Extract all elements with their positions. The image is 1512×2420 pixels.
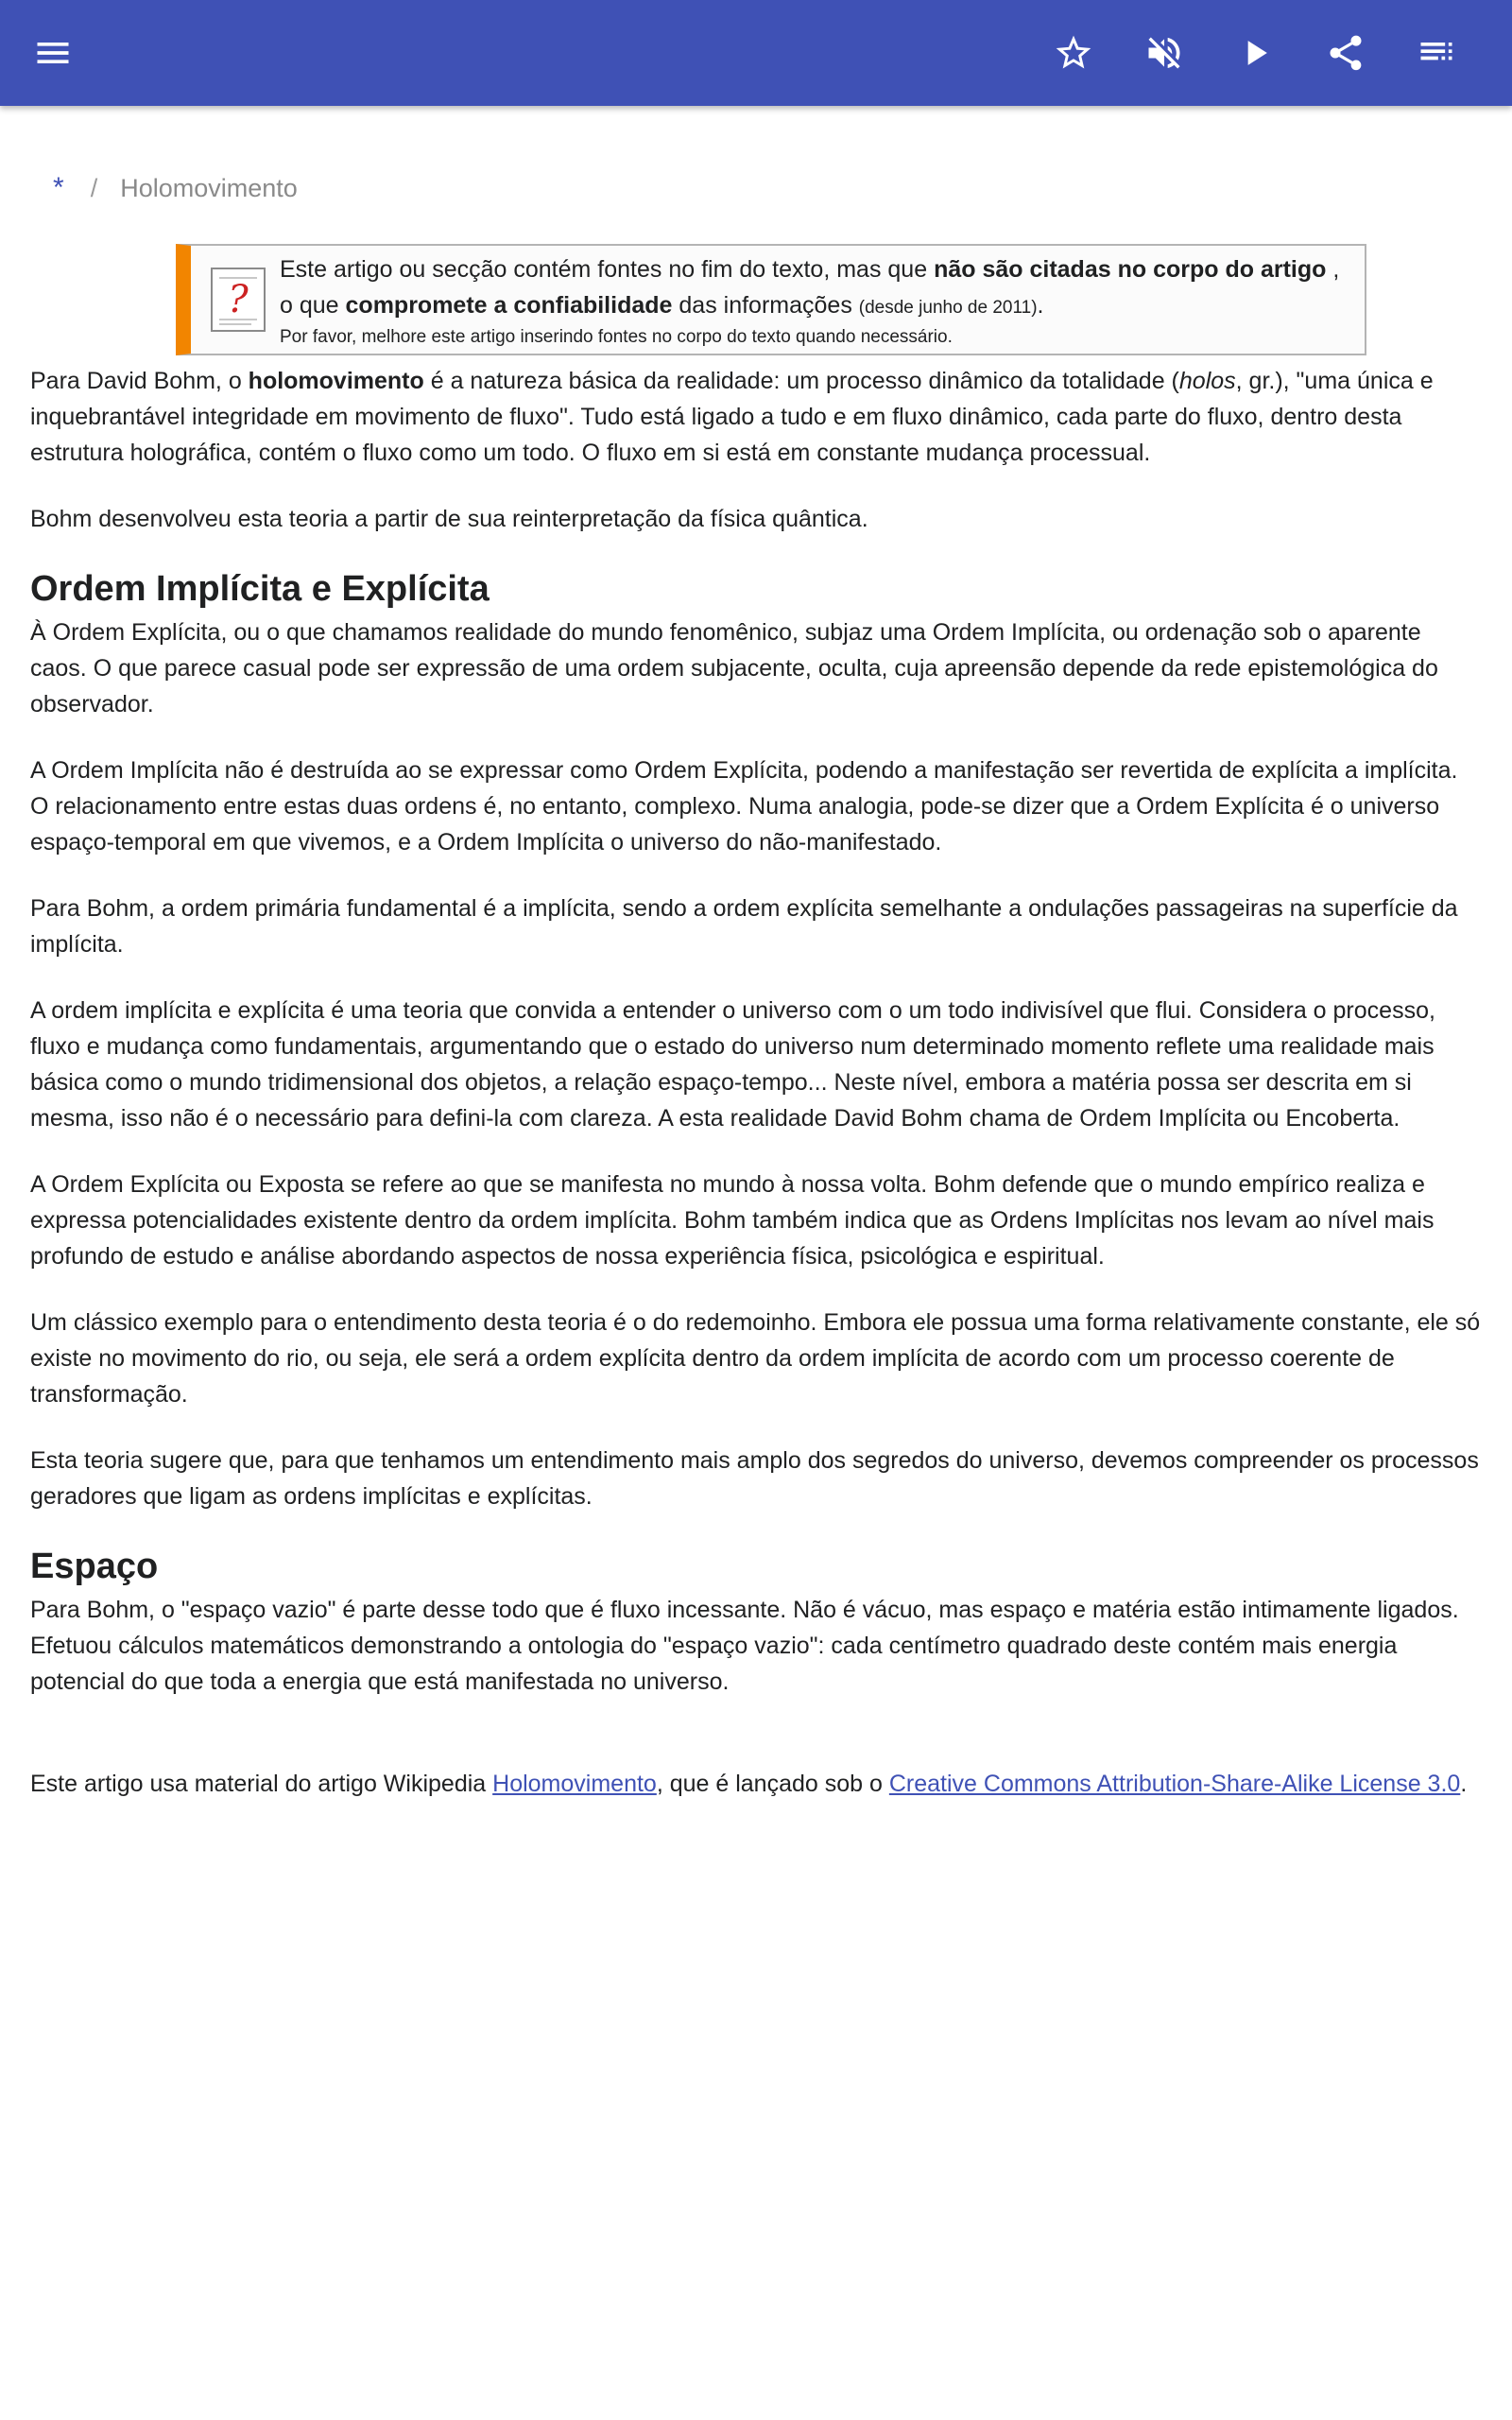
section-heading-espaco: Espaço bbox=[30, 1547, 159, 1586]
intro-text-3: , gr.), "uma única e inquebrantável integridade em movimento de fluxo". Tudo está ligado a tudo e em fluxo dinâmico, cada parte do fluxo, dentro desta estrutura holográfica, contém o fluxo como um todo. O fluxo em si está em constante mudança processual. bbox=[30, 368, 1434, 466]
notice-date: (desde junho de 2011) bbox=[858, 298, 1038, 318]
intro-text-2: é a natureza básica da realidade: um processo dinâmico da totalidade ( bbox=[430, 368, 1179, 394]
app-bar bbox=[0, 0, 1512, 106]
notice-line-2: Por favor, melhore este artigo inserindo fontes no corpo do texto quando necessário. bbox=[280, 327, 953, 347]
attribution-text-3: . bbox=[1460, 1771, 1468, 1797]
share-button[interactable] bbox=[1315, 23, 1376, 83]
attribution-paragraph bbox=[30, 1766, 1482, 1802]
breadcrumb-home[interactable]: * bbox=[53, 172, 64, 203]
paragraph: À Ordem Explícita, ou o que chamamos realidade do mundo fenomênico, subjaz uma Ordem Implícita, ou ordenação sob o aparente caos. O que parece casual pode ser expressão de uma ordem subjacente, oculta, cuja apreensão depende da rede epistemológica do observador. bbox=[30, 619, 1438, 717]
share-icon bbox=[1325, 32, 1366, 74]
svg-text:?: ? bbox=[228, 278, 249, 321]
notice-text-1: Este artigo ou secção contém fontes no fim do texto, mas que bbox=[280, 256, 928, 283]
paragraph: Para Bohm, a ordem primária fundamental é a implícita, sendo a ordem explícita semelhante a ondulações passageiras na superfície da implícita. bbox=[30, 895, 1458, 958]
volume-off-icon bbox=[1143, 32, 1185, 74]
play-icon bbox=[1234, 32, 1276, 74]
breadcrumb bbox=[53, 172, 298, 204]
paragraph: A Ordem Implícita não é destruída ao se expressar como Ordem Explícita, podendo a manifestação ser revertida de explícita a implícita. O relacionamento entre estas duas ordens é, no entanto, complexo. Numa analogia, pode-se dizer que a Ordem Explícita é o universo espaço-temporal em que vivemos, e a Ordem Implícita o universo do não-manifestado. bbox=[30, 757, 1458, 856]
notice-text bbox=[280, 251, 1357, 349]
contents-button[interactable] bbox=[1406, 23, 1467, 83]
favorite-button[interactable] bbox=[1043, 23, 1104, 83]
spacer bbox=[30, 1730, 1482, 1766]
paragraph: Um clássico exemplo para o entendimento desta teoria é o do redemoinho. Embora ele possua uma forma relativamente constante, ele só existe no movimento do rio, ou seja, ele será a ordem explícita dentro da ordem implícita de acordo com um processo coerente de transformação. bbox=[30, 1309, 1481, 1408]
question-document-icon bbox=[210, 267, 266, 333]
intro-paragraph bbox=[30, 363, 1482, 471]
menu-button[interactable] bbox=[23, 23, 83, 83]
notice-text-4: . bbox=[1037, 292, 1044, 319]
paragraph: A ordem implícita e explícita é uma teoria que convida a entender o universo com o um todo indivisível que flui. Considera o processo, fluxo e mudança como fundamentais, argumentando que o estado do universo num determinado momento reflete uma realidade mais básica como o mundo tridimensional dos objetos, a relação espaço-tempo... Neste nível, embora a matéria possa ser descrita em si mesma, isso não é o necessário para defini-la com clareza. A esta realidade David Bohm chama de Ordem Implícita ou Encoberta. bbox=[30, 997, 1435, 1132]
article-body bbox=[30, 363, 1482, 1832]
notice-text-2: , o que bbox=[280, 256, 1340, 319]
intro-bold-term: holomovimento bbox=[248, 368, 424, 394]
breadcrumb-current: Holomovimento bbox=[120, 173, 298, 202]
paragraph: Para Bohm, o "espaço vazio" é parte desse todo que é fluxo incessante. Não é vácuo, mas espaço e matéria estão intimamente ligados. Efetuou cálculos matemáticos demonstrando a ontologia do "espaço vazio": cada centímetro quadrado deste contém mais energia potencial do que toda a energia que está manifestada no universo. bbox=[30, 1597, 1459, 1695]
intro-text-1: Para David Bohm, o bbox=[30, 368, 242, 394]
citation-notice bbox=[176, 244, 1366, 355]
wikipedia-article-link[interactable]: Holomovimento bbox=[492, 1771, 657, 1797]
section-heading-ordem: Ordem Implícita e Explícita bbox=[30, 569, 490, 609]
play-button[interactable] bbox=[1225, 23, 1285, 83]
attribution-text-2: , que é lançado sob o bbox=[656, 1771, 883, 1797]
attribution-text-1: Este artigo usa material do artigo Wikipedia bbox=[30, 1771, 487, 1797]
breadcrumb-separator: / bbox=[90, 173, 98, 202]
playlist-icon bbox=[1416, 32, 1457, 74]
notice-bold-1: não são citadas no corpo do artigo bbox=[934, 256, 1327, 283]
paragraph: Bohm desenvolveu esta teoria a partir de sua reinterpretação da física quântica. bbox=[30, 506, 868, 532]
license-link[interactable]: Creative Commons Attribution-Share-Alike License 3.0 bbox=[888, 1771, 1461, 1797]
menu-icon bbox=[32, 32, 74, 74]
notice-bold-2: compromete a confiabilidade bbox=[345, 292, 673, 319]
star-outline-icon bbox=[1053, 32, 1094, 74]
intro-italic-term: holos bbox=[1178, 368, 1236, 394]
paragraph: Esta teoria sugere que, para que tenhamos um entendimento mais amplo dos segredos do universo, devemos compreender os processos geradores que ligam as ordens implícitas e explícitas. bbox=[30, 1447, 1479, 1510]
paragraph: A Ordem Explícita ou Exposta se refere ao que se manifesta no mundo à nossa volta. Bohm defende que o mundo empírico realiza e expressa potencialidades existente dentro da ordem implícita. Bohm também indica que as Ordens Implícitas nos levam ao nível mais profundo de estudo e análise abordando aspectos de nossa experiência física, psicológica e espiritual. bbox=[30, 1171, 1435, 1270]
notice-text-3: das informações bbox=[679, 292, 852, 319]
mute-button[interactable] bbox=[1134, 23, 1194, 83]
